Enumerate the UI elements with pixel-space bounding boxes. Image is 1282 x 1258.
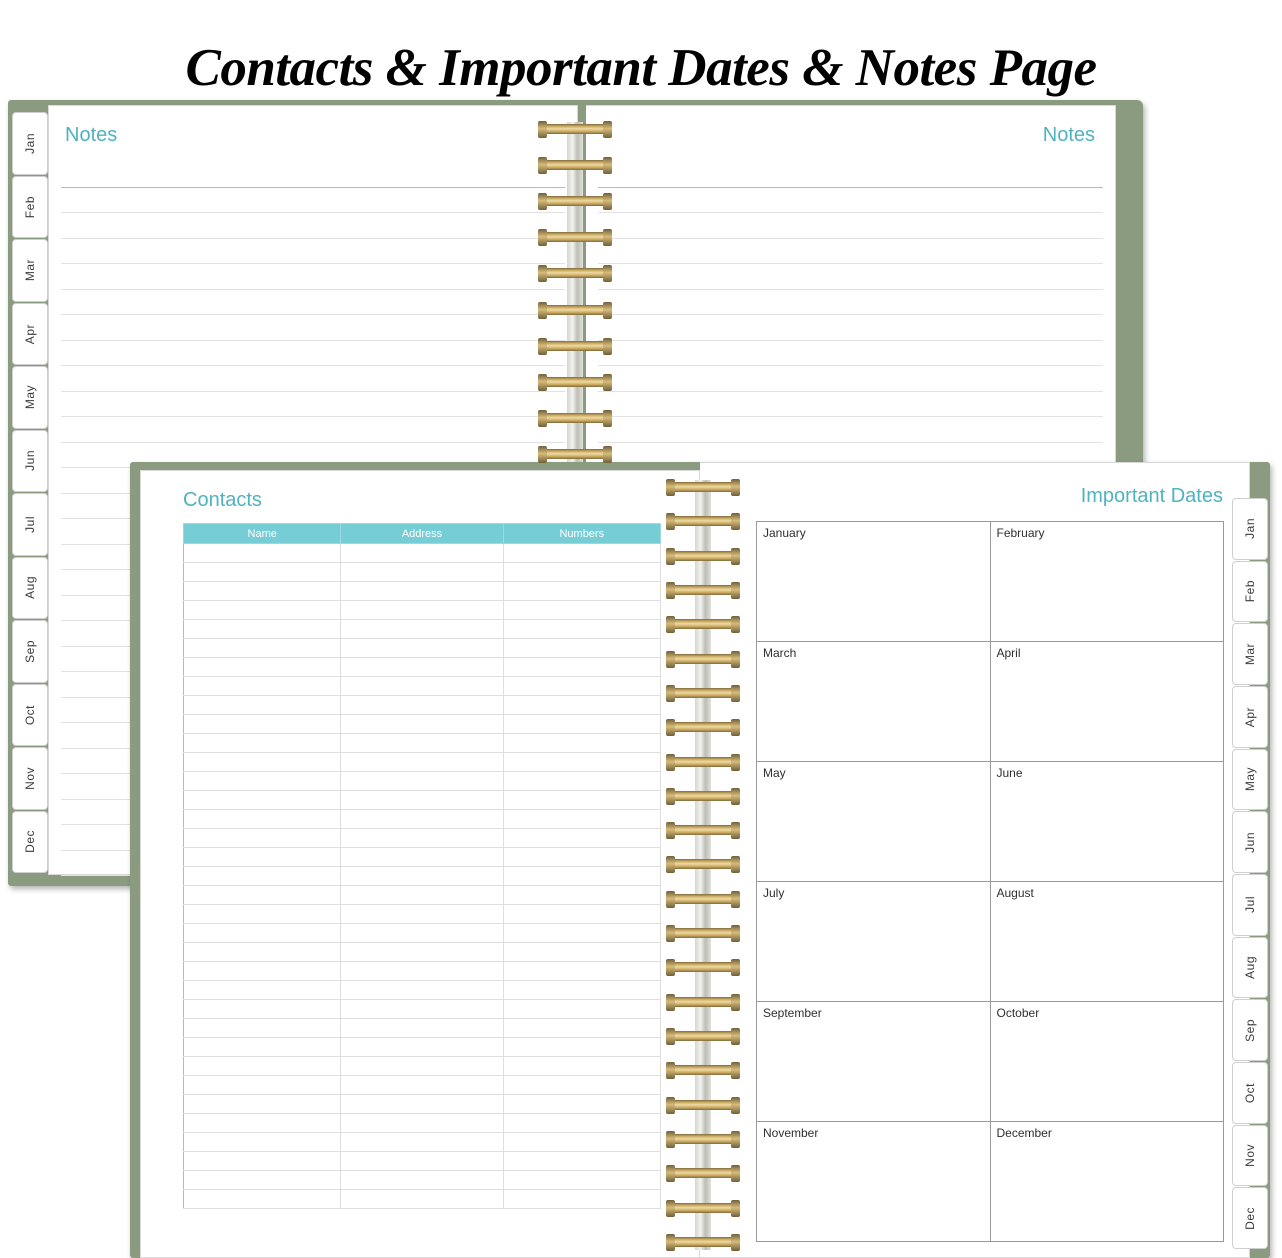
contacts-cell-name[interactable] (184, 1019, 341, 1038)
contacts-cell-address[interactable] (341, 753, 503, 772)
contacts-cell-numbers[interactable] (503, 1000, 660, 1019)
contacts-cell-numbers[interactable] (503, 1114, 660, 1133)
month-tab-label: Dec (1243, 1206, 1257, 1230)
month-tab-label: Jun (1243, 831, 1257, 853)
contacts-cell-name[interactable] (184, 1038, 341, 1057)
month-tab-label: Nov (1243, 1144, 1257, 1167)
contacts-cell-name[interactable] (184, 753, 341, 772)
contacts-row[interactable] (184, 1133, 661, 1152)
note-line[interactable] (598, 315, 1103, 341)
contacts-cell-address[interactable] (341, 810, 503, 829)
spiral-coil (538, 447, 612, 462)
contacts-row[interactable] (184, 1171, 661, 1190)
note-line[interactable] (598, 162, 1103, 188)
contacts-cell-address[interactable] (341, 867, 503, 886)
contacts-cell-numbers[interactable] (503, 1171, 660, 1190)
dates-row (757, 1122, 1224, 1242)
contacts-cell-name[interactable] (184, 1133, 341, 1152)
note-line[interactable] (598, 290, 1103, 316)
contacts-cell-name[interactable] (184, 734, 341, 753)
month-tab-label: Nov (23, 766, 37, 790)
important-dates-page (700, 462, 1250, 1258)
contacts-cell-numbers[interactable] (503, 1133, 660, 1152)
contacts-cell-address[interactable] (341, 772, 503, 791)
note-line[interactable] (61, 315, 565, 341)
contacts-cell-address[interactable] (341, 1076, 503, 1095)
month-tab-label: Mar (1243, 643, 1257, 666)
contacts-row[interactable] (184, 563, 661, 582)
month-tab-sep[interactable] (1232, 999, 1268, 1061)
spiral-coil (538, 158, 612, 173)
dates-cell-february[interactable]: February (990, 522, 1224, 642)
contacts-cell-name[interactable] (184, 791, 341, 810)
contacts-row[interactable] (184, 620, 661, 639)
dates-cell-january[interactable]: January (757, 522, 991, 642)
contacts-cell-name[interactable] (184, 886, 341, 905)
notes-spiral-binding (538, 122, 612, 462)
spiral-coil (666, 960, 740, 975)
contacts-row[interactable] (184, 1076, 661, 1095)
note-line[interactable] (598, 417, 1103, 443)
contacts-cell-numbers[interactable] (503, 829, 660, 848)
contacts-cell-address[interactable] (341, 1133, 503, 1152)
spiral-coil (666, 1063, 740, 1078)
month-tab-label: Jan (23, 132, 37, 154)
month-tab-label: Sep (1243, 1018, 1257, 1042)
contacts-cell-numbers[interactable] (503, 886, 660, 905)
contacts-cell-numbers[interactable] (503, 563, 660, 582)
contacts-cell-address[interactable] (341, 658, 503, 677)
contacts-cell-numbers[interactable] (503, 1038, 660, 1057)
note-line[interactable] (598, 264, 1103, 290)
contacts-row[interactable] (184, 658, 661, 677)
contacts-cell-address[interactable] (341, 1114, 503, 1133)
contacts-cell-name[interactable] (184, 1000, 341, 1019)
contacts-spiral-binding (666, 480, 740, 1250)
spiral-coil (666, 892, 740, 907)
dates-cell-december[interactable]: December (990, 1122, 1224, 1242)
contacts-cell-address[interactable] (341, 677, 503, 696)
spiral-coil (666, 1166, 740, 1181)
contacts-cell-address[interactable] (341, 715, 503, 734)
note-line[interactable] (61, 341, 565, 367)
spiral-coil (666, 857, 740, 872)
contacts-row[interactable] (184, 829, 661, 848)
note-line[interactable] (61, 213, 565, 239)
contacts-row[interactable] (184, 677, 661, 696)
month-tab-aug[interactable] (12, 557, 48, 620)
contacts-month-tabs[interactable] (1232, 498, 1268, 1250)
month-tab-label: Sep (23, 639, 37, 663)
contacts-row[interactable] (184, 1152, 661, 1171)
month-tab-may[interactable] (1232, 749, 1268, 811)
contacts-cell-numbers[interactable] (503, 639, 660, 658)
contacts-row[interactable] (184, 791, 661, 810)
contacts-row[interactable] (184, 924, 661, 943)
contacts-row[interactable] (184, 943, 661, 962)
contacts-row[interactable] (184, 810, 661, 829)
spiral-coil (538, 194, 612, 209)
contacts-row[interactable] (184, 1114, 661, 1133)
spiral-coil (666, 1132, 740, 1147)
contacts-cell-name[interactable] (184, 867, 341, 886)
dates-row (757, 762, 1224, 882)
contacts-row[interactable] (184, 544, 661, 563)
contacts-table[interactable] (183, 523, 661, 1209)
note-line[interactable] (61, 264, 565, 290)
contacts-cell-address[interactable] (341, 1152, 503, 1171)
spiral-coil (666, 1029, 740, 1044)
spiral-coil (666, 789, 740, 804)
contacts-row[interactable] (184, 772, 661, 791)
dates-cell-november[interactable]: November (757, 1122, 991, 1242)
month-tab-sep[interactable] (12, 620, 48, 683)
month-tab-label: Oct (23, 704, 37, 725)
contacts-cell-name[interactable] (184, 981, 341, 1000)
contacts-cell-name[interactable] (184, 696, 341, 715)
month-tab-nov[interactable] (1232, 1125, 1268, 1187)
contacts-cell-name[interactable] (184, 658, 341, 677)
note-line[interactable] (61, 162, 565, 188)
dates-cell-june[interactable]: June (990, 762, 1224, 882)
contacts-cell-address[interactable] (341, 1038, 503, 1057)
important-dates-heading: Important Dates (1080, 485, 1223, 507)
month-tab-label: Aug (1243, 956, 1257, 979)
month-tab-feb[interactable] (1232, 561, 1268, 623)
contacts-row[interactable] (184, 1190, 661, 1209)
contacts-cell-name[interactable] (184, 848, 341, 867)
month-tab-label: May (23, 385, 37, 410)
month-tab-may[interactable] (12, 366, 48, 429)
note-line[interactable] (598, 341, 1103, 367)
spiral-coil (538, 303, 612, 318)
contacts-cell-numbers[interactable] (503, 791, 660, 810)
contacts-row[interactable] (184, 848, 661, 867)
contacts-cell-numbers[interactable] (503, 981, 660, 1000)
dates-cell-july[interactable]: July (757, 882, 991, 1002)
contacts-cell-numbers[interactable] (503, 677, 660, 696)
contacts-cell-address[interactable] (341, 639, 503, 658)
contacts-cell-name[interactable] (184, 905, 341, 924)
month-tab-label: Aug (23, 576, 37, 600)
dates-cell-april[interactable]: April (990, 642, 1224, 762)
contacts-cell-numbers[interactable] (503, 924, 660, 943)
contacts-cell-name[interactable] (184, 1095, 341, 1114)
contacts-cell-numbers[interactable] (503, 905, 660, 924)
note-line[interactable] (61, 290, 565, 316)
note-line[interactable] (598, 239, 1103, 265)
contacts-cell-address[interactable] (341, 563, 503, 582)
contacts-cell-numbers[interactable] (503, 1095, 660, 1114)
month-tab-jan[interactable] (1232, 498, 1268, 560)
contacts-cell-name[interactable] (184, 544, 341, 563)
contacts-heading: Contacts (183, 489, 262, 511)
notes-right-heading: Notes (1042, 124, 1095, 146)
contacts-cell-address[interactable] (341, 601, 503, 620)
contacts-cell-numbers[interactable] (503, 753, 660, 772)
important-dates-table[interactable] (756, 521, 1224, 1242)
month-tab-jan[interactable] (12, 112, 48, 175)
spiral-coil (666, 755, 740, 770)
dates-cell-august[interactable]: August (990, 882, 1224, 1002)
contacts-cell-address[interactable] (341, 1057, 503, 1076)
note-line[interactable] (598, 213, 1103, 239)
contacts-row[interactable] (184, 753, 661, 772)
note-line[interactable] (598, 392, 1103, 418)
contacts-cell-name[interactable] (184, 1152, 341, 1171)
month-tab-label: Apr (23, 323, 37, 344)
contacts-cell-name[interactable] (184, 924, 341, 943)
spiral-coil (666, 686, 740, 701)
contacts-cell-name[interactable] (184, 829, 341, 848)
contacts-cell-numbers[interactable] (503, 962, 660, 981)
contacts-cell-name[interactable] (184, 620, 341, 639)
month-tab-label: Jan (1243, 518, 1257, 540)
month-tab-jun[interactable] (1232, 811, 1268, 873)
contacts-cell-numbers[interactable] (503, 867, 660, 886)
month-tab-dec[interactable] (1232, 1187, 1268, 1249)
dates-cell-march[interactable]: March (757, 642, 991, 762)
contacts-row[interactable] (184, 867, 661, 886)
note-line[interactable] (598, 188, 1103, 214)
month-tab-mar[interactable] (1232, 623, 1268, 685)
month-tab-label: Feb (23, 195, 37, 218)
spiral-coil (666, 720, 740, 735)
month-tab-feb[interactable] (12, 176, 48, 239)
spiral-coil (538, 266, 612, 281)
contacts-row[interactable] (184, 696, 661, 715)
contacts-cell-address[interactable] (341, 962, 503, 981)
contacts-body[interactable] (184, 544, 661, 1209)
contacts-cell-numbers[interactable] (503, 544, 660, 563)
contacts-cell-address[interactable] (341, 696, 503, 715)
contacts-cell-address[interactable] (341, 582, 503, 601)
dates-row (757, 1002, 1224, 1122)
contacts-cell-address[interactable] (341, 829, 503, 848)
contacts-row[interactable] (184, 1057, 661, 1076)
month-tab-mar[interactable] (12, 239, 48, 302)
contacts-cell-address[interactable] (341, 1095, 503, 1114)
spiral-coil (538, 411, 612, 426)
dates-row (757, 882, 1224, 1002)
contacts-cell-address[interactable] (341, 620, 503, 639)
month-tab-nov[interactable] (12, 747, 48, 810)
month-tab-label: Feb (1243, 580, 1257, 603)
month-tab-label: May (1243, 767, 1257, 792)
contacts-cell-numbers[interactable] (503, 658, 660, 677)
dates-row (757, 522, 1224, 642)
contacts-col-address: Address (341, 524, 503, 544)
spiral-coil (538, 230, 612, 245)
month-tab-jun[interactable] (12, 430, 48, 493)
month-tab-jul[interactable] (12, 493, 48, 556)
spiral-coil (666, 926, 740, 941)
spiral-coil (666, 1098, 740, 1113)
month-tab-dec[interactable] (12, 811, 48, 874)
contacts-cell-address[interactable] (341, 1190, 503, 1209)
contacts-cell-numbers[interactable] (503, 696, 660, 715)
note-line[interactable] (61, 417, 565, 443)
spiral-coil (538, 375, 612, 390)
contacts-cell-name[interactable] (184, 1114, 341, 1133)
contacts-cell-name[interactable] (184, 677, 341, 696)
contacts-col-name: Name (184, 524, 341, 544)
contacts-cell-address[interactable] (341, 943, 503, 962)
contacts-row[interactable] (184, 639, 661, 658)
contacts-col-numbers: Numbers (503, 524, 660, 544)
contacts-cell-address[interactable] (341, 886, 503, 905)
contacts-cell-name[interactable] (184, 563, 341, 582)
contacts-cell-numbers[interactable] (503, 1190, 660, 1209)
contacts-cell-numbers[interactable] (503, 848, 660, 867)
contacts-row[interactable] (184, 1000, 661, 1019)
contacts-cell-address[interactable] (341, 544, 503, 563)
contacts-cell-name[interactable] (184, 962, 341, 981)
month-tab-oct[interactable] (12, 684, 48, 747)
contacts-cell-numbers[interactable] (503, 1019, 660, 1038)
month-tab-label: Mar (23, 259, 37, 282)
contacts-cell-address[interactable] (341, 905, 503, 924)
note-line[interactable] (61, 188, 565, 214)
month-tab-label: Apr (1243, 706, 1257, 727)
spiral-coil (666, 480, 740, 495)
dates-row (757, 642, 1224, 762)
contacts-cell-numbers[interactable] (503, 715, 660, 734)
contacts-cell-address[interactable] (341, 981, 503, 1000)
contacts-row[interactable] (184, 1095, 661, 1114)
month-tab-label: Dec (23, 830, 37, 854)
contacts-cell-address[interactable] (341, 1019, 503, 1038)
spiral-coil (666, 995, 740, 1010)
month-tab-oct[interactable] (1232, 1062, 1268, 1124)
dates-cell-october[interactable]: October (990, 1002, 1224, 1122)
month-tab-jul[interactable] (1232, 874, 1268, 936)
contacts-cell-address[interactable] (341, 848, 503, 867)
month-tab-label: Jul (23, 515, 37, 533)
note-line[interactable] (61, 239, 565, 265)
contacts-cell-numbers[interactable] (503, 810, 660, 829)
contacts-cell-numbers[interactable] (503, 1076, 660, 1095)
contacts-cell-name[interactable] (184, 1057, 341, 1076)
contacts-row[interactable] (184, 601, 661, 620)
contacts-cell-name[interactable] (184, 582, 341, 601)
contacts-cell-address[interactable] (341, 734, 503, 753)
note-line[interactable] (598, 366, 1103, 392)
contacts-row[interactable] (184, 981, 661, 1000)
contacts-cell-numbers[interactable] (503, 601, 660, 620)
contacts-row[interactable] (184, 734, 661, 753)
contacts-cell-name[interactable] (184, 1076, 341, 1095)
spiral-coil (666, 652, 740, 667)
contacts-cell-numbers[interactable] (503, 1152, 660, 1171)
contacts-cell-name[interactable] (184, 1190, 341, 1209)
note-line[interactable] (61, 392, 565, 418)
spiral-coil (666, 1201, 740, 1216)
month-tab-label: Jul (1243, 896, 1257, 914)
contacts-cell-address[interactable] (341, 791, 503, 810)
contacts-cell-numbers[interactable] (503, 734, 660, 753)
contacts-cell-name[interactable] (184, 601, 341, 620)
contacts-cell-address[interactable] (341, 924, 503, 943)
contacts-row[interactable] (184, 1038, 661, 1057)
contacts-cell-numbers[interactable] (503, 943, 660, 962)
contacts-row[interactable] (184, 962, 661, 981)
contacts-header-row (184, 524, 661, 544)
contacts-cell-name[interactable] (184, 1171, 341, 1190)
spiral-coil (666, 617, 740, 632)
contacts-cell-address[interactable] (341, 1000, 503, 1019)
contacts-cell-numbers[interactable] (503, 582, 660, 601)
spiral-coil (538, 339, 612, 354)
contacts-row[interactable] (184, 1019, 661, 1038)
month-tab-apr[interactable] (1232, 686, 1268, 748)
contacts-cell-numbers[interactable] (503, 1057, 660, 1076)
spiral-coil (666, 514, 740, 529)
notes-month-tabs[interactable] (12, 112, 48, 874)
contacts-left-page (140, 470, 700, 1258)
contacts-cell-numbers[interactable] (503, 772, 660, 791)
month-tab-label: Oct (1243, 1082, 1257, 1103)
dates-cell-september[interactable]: September (757, 1002, 991, 1122)
contacts-cell-address[interactable] (341, 1171, 503, 1190)
dates-cell-may[interactable]: May (757, 762, 991, 882)
spiral-coil (538, 122, 612, 137)
note-line[interactable] (61, 366, 565, 392)
page-title: Contacts & Important Dates & Notes Page (185, 38, 1097, 97)
contacts-cell-name[interactable] (184, 943, 341, 962)
notes-left-heading: Notes (65, 124, 118, 146)
month-tab-apr[interactable] (12, 303, 48, 366)
month-tab-aug[interactable] (1232, 937, 1268, 999)
contacts-row[interactable] (184, 582, 661, 601)
contacts-cell-name[interactable] (184, 810, 341, 829)
spiral-coil (666, 583, 740, 598)
contacts-row[interactable] (184, 905, 661, 924)
month-tab-label: Jun (23, 450, 37, 472)
contacts-row[interactable] (184, 715, 661, 734)
contacts-row[interactable] (184, 886, 661, 905)
spiral-coil (666, 823, 740, 838)
contacts-cell-name[interactable] (184, 772, 341, 791)
contacts-cell-name[interactable] (184, 715, 341, 734)
spiral-coil (666, 1235, 740, 1250)
contacts-cell-name[interactable] (184, 639, 341, 658)
spiral-coil (666, 549, 740, 564)
contacts-cell-numbers[interactable] (503, 620, 660, 639)
